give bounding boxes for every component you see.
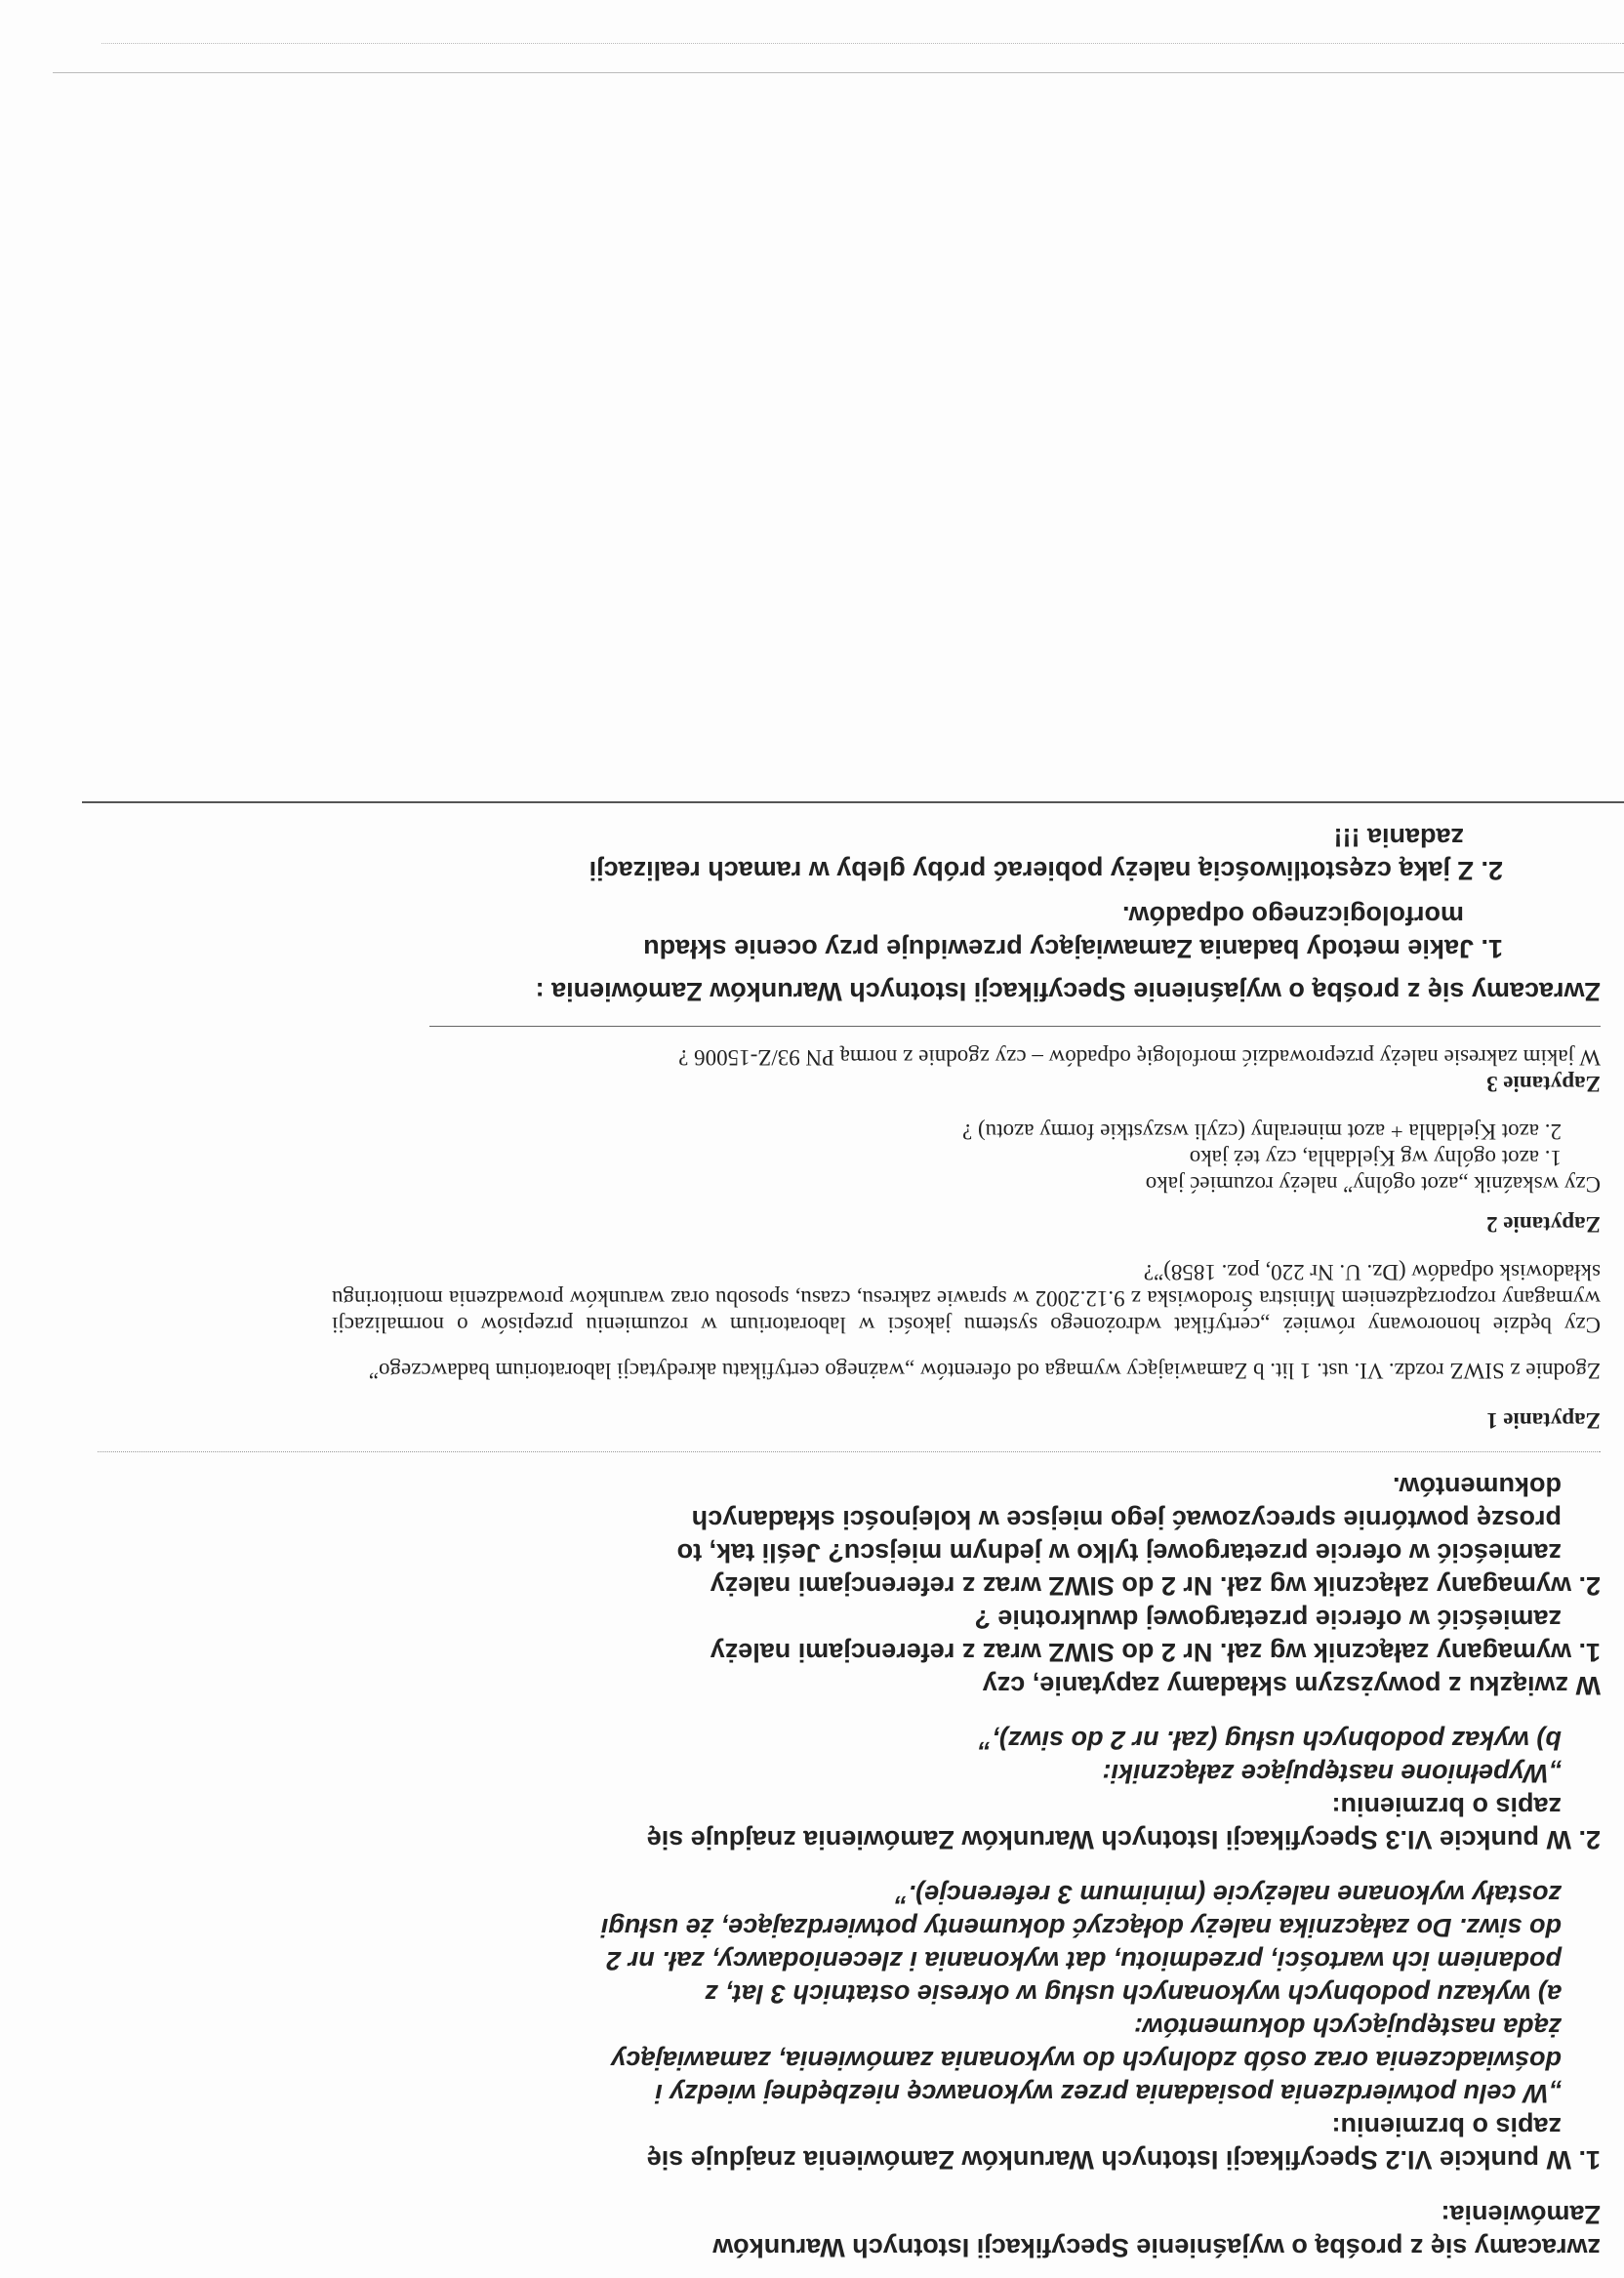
intro-line: zwracamy się z prośbą o wyjaśnienie Specyfikacji Istotnych Warunków xyxy=(712,2233,1601,2262)
point-2-quote: „Wypełnione następujące załączniki: xyxy=(1102,1759,1562,1788)
point-2 xyxy=(595,1724,1601,1856)
zapytanie-2-text: Czy wskaźnik „azot ogólny” należy rozumieć jako xyxy=(1145,1172,1601,1197)
intro-paragraph xyxy=(595,2198,1601,2264)
final-item: 1. Jakie metody badania Zamawiający przewiduje przy ocenie składu morfologicznego odpadów. xyxy=(643,901,1503,963)
zapytanie-2-title: Zapytanie 2 xyxy=(1486,1212,1601,1237)
question-lead: W związku z powyższym składamy zapytanie, czy xyxy=(982,1671,1601,1700)
question-item: 1. wymagany załącznik wg zał. Nr 2 do SIWZ wraz z referencjami należy zamieścić w ofercie przetargowej dwukrotnie ? xyxy=(710,1605,1601,1667)
zapytanie-1-question: Czy będzie honorowany również „certyfikat wdrożonego systemu jakości w laboratorium w rozumieniu przepisów o normalizacji wymagany rozporządzeniem Ministra Środowiska z 9.12.2002 w sprawie zakresu, czasu, sposobu oraz warunków prowadzenia monitoringu składowisk odpadów (Dz. U. Nr 220, poz. 1858)”? xyxy=(332,1260,1601,1337)
point-1-lead: 1. W punkcie VI.2 Specyfikacji Istotnych Warunków Zamówienia znajduje się zapis o brzmieniu: xyxy=(646,2112,1601,2175)
zapytanie-2-item: 1. azot ogólny wg Kjeldahla, czy też jako xyxy=(1189,1146,1562,1170)
final-item: 2. Z jaką częstotliwością należy pobierać próby gleby w ramach realizacji zadania !!! xyxy=(589,823,1503,885)
zapytanie-3-title: Zapytanie 3 xyxy=(1486,1072,1601,1096)
point-1-quote: „W celu potwierdzenia posiadania przez wykonawcę niezbędnej wiedzy i doświadczenia oraz osób zdolnych do wykonania zamówienia, zamawiający żąda następujących dokumentów: xyxy=(611,2013,1562,2108)
intro-line: Zamówienia: xyxy=(1441,2200,1601,2229)
point-1-item-a: a) wykazu podobnych wykonanych usług w okresie ostatnich 3 lat, z podaniem ich wartości, przedmiotu, dat wykonania i zleceniodawcy, zał. nr 2 do siwz. Do załącznika należy dołączyć dokumenty potwierdzające, że usługi zostały wykonane należycie (minimum 3 referencje).” xyxy=(600,1880,1562,2009)
zapytanie-1 xyxy=(332,1259,1601,1434)
zapytanie-1-title: Zapytanie 1 xyxy=(1486,1408,1601,1433)
question-item: 2. wymagany załącznik wg zał. Nr 2 do SIWZ wraz z referencjami należy zamieścić w ofercie przetargowej tylko w jednym miejscu? Jeśli tak, to proszę powtórnie sprecyzować jego miejsce w kolejności składanych dokumentów. xyxy=(676,1472,1601,1601)
zapytanie-3-text: W jakim zakresie należy przeprowadzić morfologię odpadów – czy zgodnie z normą PN 93/Z-15006 ? xyxy=(678,1045,1601,1070)
zapytanie-2-item: 2. azot Kjeldahla + azot mineralny (czyli wszystkie formy azotu) ? xyxy=(962,1119,1562,1144)
point-2-lead: 2. W punkcie VI.3 Specyfikacji Istotnych Warunków Zamówienia znajduje się zapis o brzmieniu: xyxy=(646,1792,1601,1854)
scan-edge-line xyxy=(102,43,1624,44)
divider xyxy=(98,1451,1601,1452)
document-body xyxy=(39,784,1601,2264)
point-2-item-b: b) wykaz podobnych usług (zał. nr 2 do siwz),” xyxy=(978,1726,1562,1755)
divider xyxy=(429,1026,1601,1027)
final-lead: Zwracamy się z prośbą o wyjaśnienie Specyfikacji Istotnych Warunków Zamówienia : xyxy=(535,977,1601,1006)
divider xyxy=(82,801,1624,803)
zapytanie-2 xyxy=(332,1119,1601,1238)
zapytanie-3 xyxy=(332,1044,1601,1097)
final-request xyxy=(205,821,1601,1008)
zapytanie-1-text: Zgodnie z SIWZ rozdz. VI. ust. 1 lit. b Zamawiający wymaga od oferentów „ważnego certyfikatu akredytacji laboratorium badawczego” xyxy=(368,1359,1601,1383)
question-block xyxy=(595,1470,1601,1702)
point-1 xyxy=(595,1878,1601,2176)
scan-edge-line xyxy=(53,72,1624,73)
